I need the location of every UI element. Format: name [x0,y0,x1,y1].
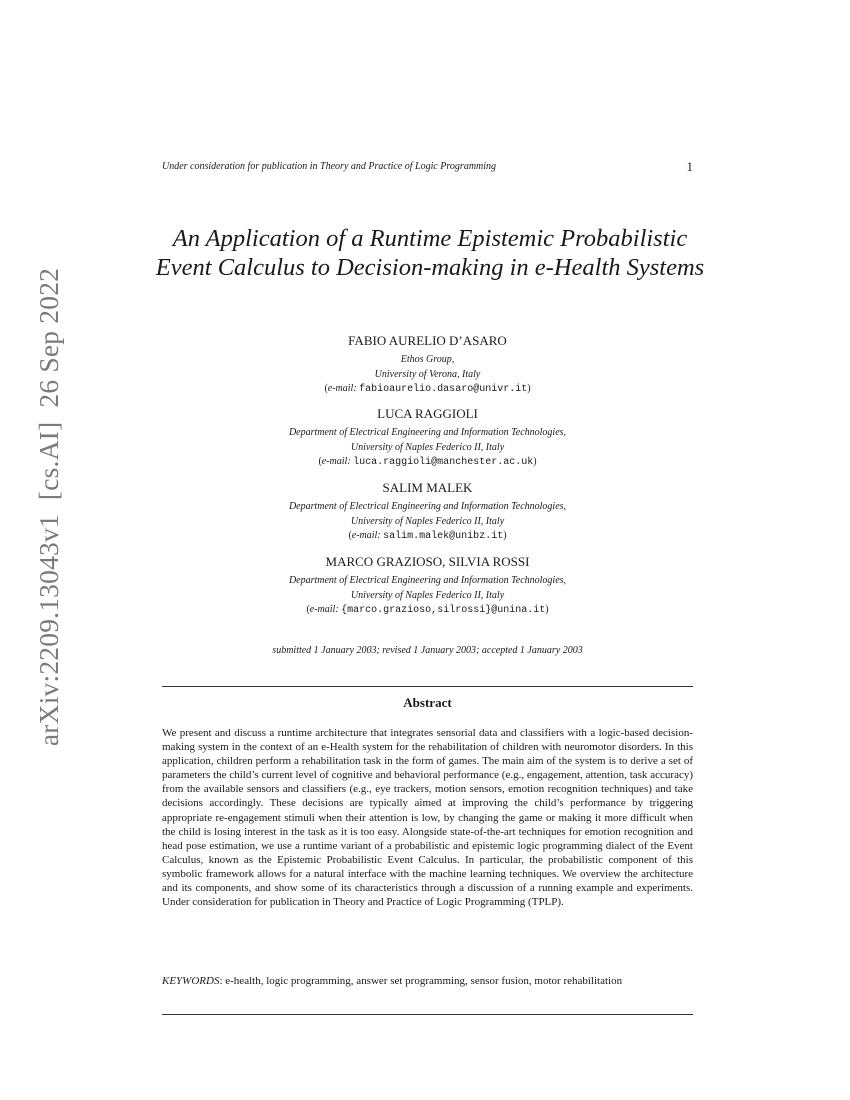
abstract-body: We present and discuss a runtime architecture that integrates sensorial data and classifiers with a logic-based decision-making system in the context of an e-Health system for the rehabilitation of children with neuromotor disorders. In this application, children perform a rehabilitation task in the form of games. The main aim of the system is to derive a set of parameters the child’s current level of cognitive and behavioral performance (e.g., engagement, attention, task accuracy) from the available sensors and classifiers (e.g., eye trackers, motion sensors, emotion recognition techniques) and take decisions accordingly. These decisions are typically aimed at improving the child’s performance by triggering appropriate re-engagement stimuli when their attention is low, by changing the game or making it more difficult when the child is losing interest in the task as it is too easy. Alongside state-of-the-art techniques for emotion recognition and head pose estimation, we use a runtime variant of a probabilistic and epistemic logic programming dialect of the Event Calculus, known as the Epistemic Probabilistic Event Calculus. In particular, the probabilistic component of this symbolic framework allows for a natural interface with the machine learning techniques. We overview the architecture and its components, and show some of its characteristics through a discussion of a running example and experiments. Under consideration for publication in Theory and Practice of Logic Programming (TPLP). [162,727,693,909]
keywords: KEYWORDS: e-health, logic programming, answer set programming, sensor fusion, motor rehabilitation [162,975,623,987]
affiliation-line: Department of Electrical Engineering and Information Technologies, [288,427,567,438]
author-email: (e-mail: salim.malek@unibz.it) [348,530,507,542]
running-head [162,161,693,177]
author-email: (e-mail: fabioaurelio.dasaro@univr.it) [324,383,531,395]
author-block [162,332,693,398]
email-address[interactable]: fabioaurelio.dasaro@univr.it [359,384,528,395]
abstract-heading: Abstract [403,695,452,710]
author-block [162,479,693,545]
email-address[interactable]: {marco.grazioso,silrossi}@unina.it [341,605,546,616]
keywords-label: KEYWORDS [162,975,220,987]
email-address[interactable]: salim.malek@unibz.it [383,531,504,542]
affiliation-line: University of Naples Federico II, Italy [350,515,505,527]
email-address[interactable]: luca.raggioli@manchester.ac.uk [353,457,534,468]
author-email: (e-mail: luca.raggioli@manchester.ac.uk) [318,456,537,468]
affiliation-line: Department of Electrical Engineering and Information Technologies, [288,575,567,586]
submission-dates: submitted 1 January 2003; revised 1 January 2003; accepted 1 January 2003 [272,645,583,656]
affiliation-line: University of Verona, Italy [374,368,481,380]
keywords-values: e-health, logic programming, answer set programming, sensor fusion, motor rehabilitation [225,975,623,987]
author-name: FABIO AURELIO D’ASARO [348,333,507,348]
affiliation-line: Department of Electrical Engineering and Information Technologies, [288,501,567,512]
running-head-journal: Under consideration for publication in Theory and Practice of Logic Programming [162,161,497,172]
author-name: LUCA RAGGIOLI [377,406,478,421]
page-number: 1 [686,159,693,174]
email-label: e-mail: [351,530,381,541]
arxiv-id: arXiv:2209.13043v1 [33,514,64,747]
bottom-rule [162,1014,693,1015]
arxiv-category: [cs.AI] [33,421,64,501]
author-block [162,553,693,619]
top-rule [162,686,693,687]
affiliation-line: University of Naples Federico II, Italy [350,441,505,453]
arxiv-stamp [33,268,65,746]
arxiv-date: 26 Sep 2022 [33,267,64,408]
email-label: e-mail: [309,604,339,615]
paper-title: An Application of a Runtime Epistemic Probabilistic Event Calculus to Decision-making in e-Health Systems [155,225,705,281]
author-email: (e-mail: {marco.grazioso,silrossi}@unina.it) [306,604,549,616]
affiliation-line: University of Naples Federico II, Italy [350,589,505,601]
author-block [162,405,693,471]
email-label: e-mail: [321,456,351,467]
email-label: e-mail: [327,383,357,394]
affiliation-line: Ethos Group, [400,354,455,365]
author-name: MARCO GRAZIOSO, SILVIA ROSSI [325,554,530,569]
author-name: SALIM MALEK [382,480,473,495]
